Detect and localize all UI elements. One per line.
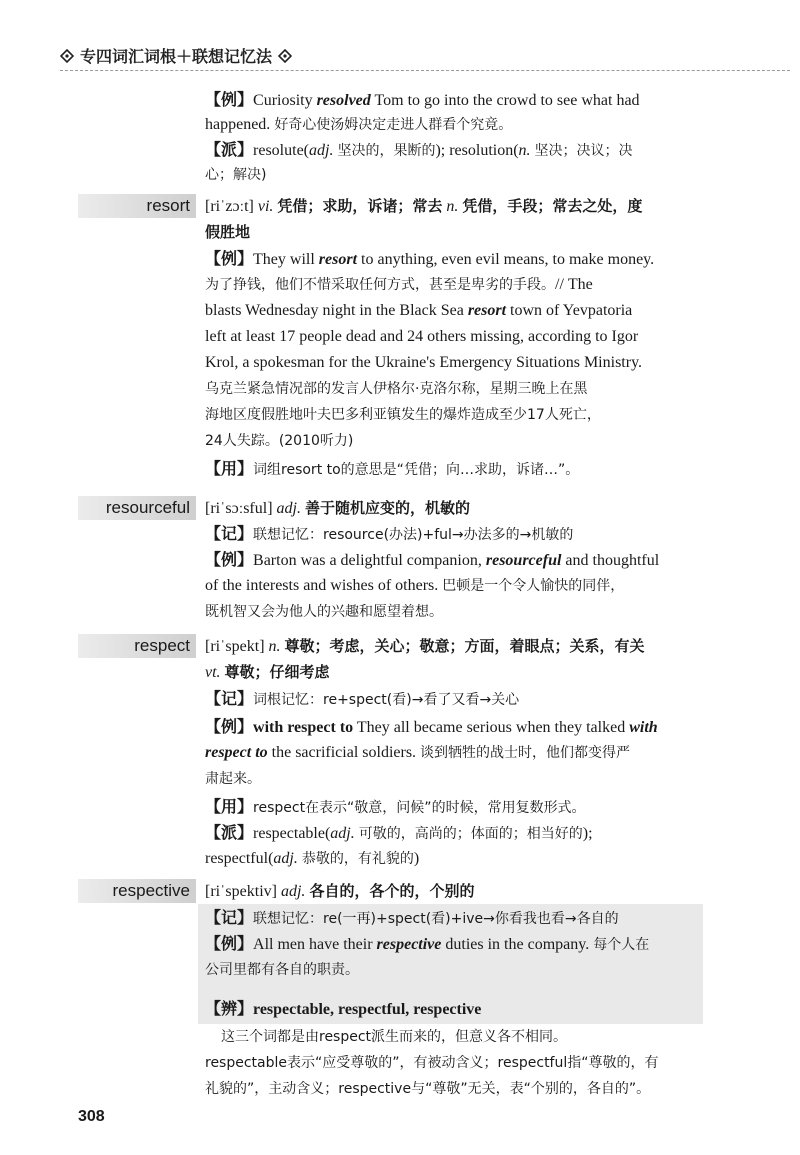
text-line: 【例】with respect to They all became serious when they talked with: [205, 717, 658, 736]
text-line: 为了挣钱，他们不惜采取任何方式，甚至是卑劣的手段。// The: [205, 276, 593, 293]
text-line: 心；解决): [205, 167, 267, 183]
text-line: 【用】词组resort to的意思是“凭借；向…求助，诉诸…”。: [205, 459, 580, 478]
text-line: blasts Wednesday night in the Black Sea resort town of Yevpatoria: [205, 302, 633, 319]
text-line: vt. 尊敬；仔细考虑: [205, 663, 330, 681]
diamond-ornament-icon: [60, 49, 74, 63]
text-line: 【例】Barton was a delightful companion, resourceful and thoughtful: [205, 550, 660, 569]
text-line: Krol, a spokesman for the Ukraine's Emergency Situations Ministry.: [205, 354, 643, 371]
text-line: 既机智又会为他人的兴趣和愿望着想。: [205, 604, 443, 620]
text-line: 【例】They will resort to anything, even evil means, to make money.: [205, 249, 655, 268]
header-title: 专四词汇词根＋联想记忆法: [80, 47, 273, 66]
text-line: 【记】联想记忆：resource(办法)+ful→办法多的→机敏的: [205, 524, 574, 543]
headword-resourceful: resourceful: [78, 496, 196, 520]
text-line: 【记】词根记忆：re+spect(看)→看了又看→关心: [205, 689, 520, 708]
running-header: [60, 44, 760, 67]
text-line: of the interests and wishes of others. 巴顿是一个令人愉快的同伴，: [205, 577, 625, 594]
text-line: 礼貌的”，主动含义；respective与“尊敬”无关，表“个别的，各自的”。: [205, 1081, 651, 1097]
text-line: happened. 好奇心使汤姆决定走进人群看个究竟。: [205, 116, 513, 133]
text-line: respectable表示“应受尊敬的”，有被动含义；respectful指“尊敬的，有: [205, 1055, 659, 1071]
text-line: 这三个词都是由respect派生而来的，但意义各不相同。: [221, 1029, 568, 1045]
headword-resort: resort: [78, 194, 196, 218]
text-line: 肃起来。: [205, 771, 261, 787]
text-line: 乌克兰紧急情况部的发言人伊格尔·克洛尔称，星期三晚上在黑: [205, 381, 588, 397]
text-line: [riˈspekt] n. 尊敬；考虑，关心；敬意；方面，着眼点；关系，有关: [205, 637, 645, 655]
text-line: 公司里都有各自的职责。: [205, 962, 359, 978]
text-line: 【派】resolute(adj. 坚决的，果断的); resolution(n. 坚决；决议；决: [205, 140, 633, 159]
text-line: [riˈspektiv] adj. 各自的，各个的，个别的: [205, 882, 475, 900]
page-number: 308: [78, 1108, 105, 1125]
headword-respective: respective: [78, 879, 196, 903]
text-line: 海地区度假胜地叶夫巴多利亚镇发生的爆炸造成至少17人死亡，: [205, 407, 601, 423]
diamond-ornament-icon: [278, 49, 292, 63]
text-line: 【例】All men have their respective duties in the company. 每个人在: [205, 934, 650, 953]
text-line: left at least 17 people dead and 24 others missing, according to Igor: [205, 328, 639, 345]
headword-respect: respect: [78, 634, 196, 658]
text-line: respect to the sacrificial soldiers. 谈到牺牲的战士时，他们都变得严: [205, 744, 631, 761]
text-line: 假胜地: [205, 223, 251, 241]
text-line: [riˈzɔːt] vi. 凭借；求助，诉诸；常去 n. 凭借，手段；常去之处，度: [205, 197, 643, 215]
text-line: 【用】respect在表示“敬意，问候”的时候，常用复数形式。: [205, 797, 586, 816]
text-line: 【辨】respectable, respectful, respective: [205, 999, 482, 1018]
text-line: 【例】Curiosity resolved Tom to go into the crowd to see what had: [205, 90, 640, 109]
text-line: 【派】respectable(adj. 可敬的，高尚的；体面的；相当好的);: [205, 823, 593, 842]
header-rule: [60, 70, 790, 71]
text-line: respectful(adj. 恭敬的，有礼貌的): [205, 850, 420, 867]
text-line: 【记】联想记忆：re(一再)+spect(看)+ive→你看我也看→各自的: [205, 908, 619, 927]
text-line: [riˈsɔːsful] adj. 善于随机应变的，机敏的: [205, 499, 470, 517]
text-line: 24人失踪。(2010听力): [205, 433, 354, 449]
